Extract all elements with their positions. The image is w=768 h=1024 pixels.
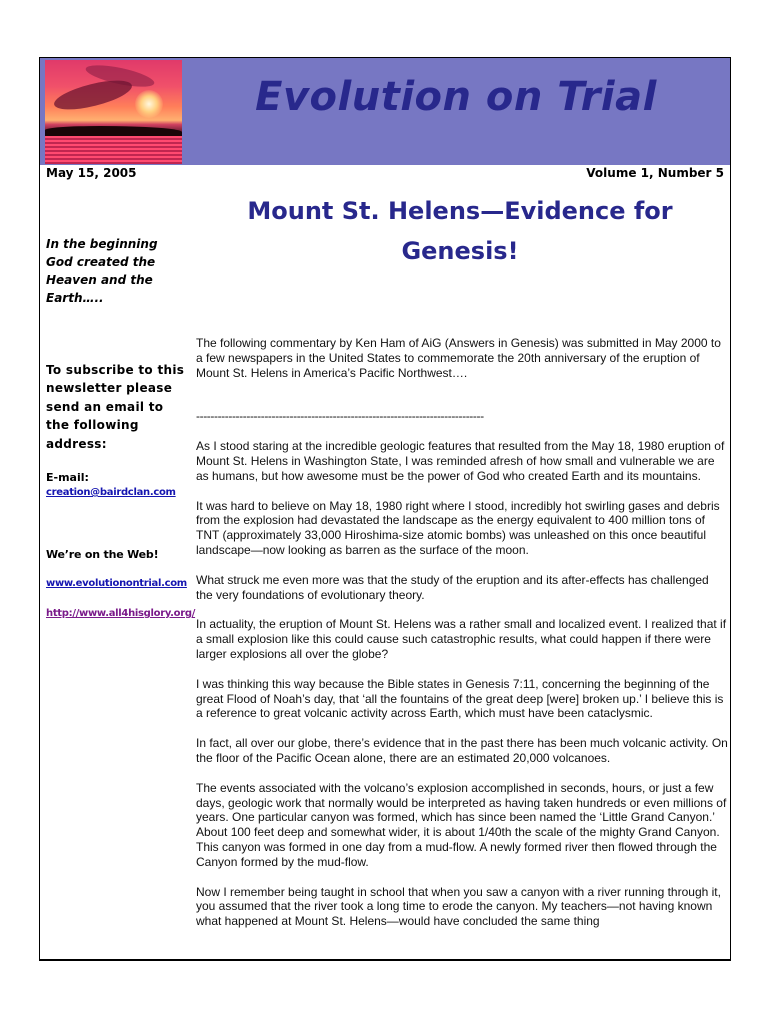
newsletter-header (40, 58, 730, 165)
water-shape (45, 136, 182, 164)
article-paragraph: In fact, all over our globe, there’s evidence that in the past there has been much volcanic activity. On the floor of the Pacific Ocean alone, there are an estimated 20,000 volcanoes. (196, 736, 728, 765)
article-divider: -------------------------------------------------------------------------------- (196, 409, 484, 424)
hills-shape (45, 126, 182, 136)
sidebar-verse: In the beginning God created the Heaven and the Earth….. (46, 237, 158, 305)
article-paragraph: What struck me even more was that the study of the eruption and its after-effects has challenged the very foundations of evolutionary theory. (196, 572, 709, 602)
article-body (196, 336, 728, 944)
newsletter-page (39, 57, 731, 961)
issue-volume: Volume 1, Number 5 (586, 166, 724, 180)
article-paragraph: Now I remember being taught in school that when you saw a canyon with a river running through it, you assumed that the river took a long time to erode the canyon. My teachers—not having known what happened at Mount St. Helens—would have concluded the same thing (196, 884, 721, 929)
email-label: E-mail: (46, 471, 89, 484)
newsletter-title: Evolution on Trial (255, 74, 657, 120)
email-link[interactable]: creation@bairdclan.com (46, 487, 176, 498)
sunset-image (45, 60, 182, 164)
cloud-shape (52, 75, 135, 116)
website-link-all4hisglory[interactable]: http://www.all4hisglory.org/ (46, 608, 196, 619)
article-paragraph: The events associated with the volcano’s explosion accomplished in seconds, hours, or just a few days, geologic work that normally would be interpreted as having taken hundreds or even millions of years. One particular canyon was formed, which has since been named the ‘Little Grand Canyon.’ About 100 feet deep and somewhat wider, it is about 1/40th the scale of the mighty Grand Canyon. This canyon was formed in one day from a mud-flow. A newly formed river then flowed through the Canyon formed by the mud-flow. (196, 780, 727, 869)
article-intro: The following commentary by Ken Ham of AiG (Answers in Genesis) was submitted in May 2000 to a few newspapers in the United States to commemorate the 20th anniversary of the eruption of Mount St. Helens in America’s Pacific Northwest…. (196, 336, 721, 380)
sidebar-subscribe-text: To subscribe to this newsletter please send an email to the following address: (46, 363, 185, 451)
web-label: We’re on the Web! (46, 548, 159, 561)
article-paragraph: It was hard to believe on May 18, 1980 right where I stood, incredibly hot swirling gases and debris from the explosion had devastated the landscape as the energy equivalent to 400 million tons of TNT (approximately 33,000 Hiroshima-size atomic bombs) was unleashed on this once beautiful landscape—now looking as barren as the surface of the moon. (196, 498, 720, 557)
sun-shape (135, 90, 163, 118)
article-paragraph: As I stood staring at the incredible geologic features that resulted from the May 18, 1980 eruption of Mount St. Helens in Washington State, I was reminded afresh of how small and vulnerable we are as humans, but how awesome must be the power of God who created Earth and its mountains. (196, 439, 725, 483)
article-title: Mount St. Helens—Evidence for Genesis! (247, 197, 673, 265)
article-paragraph: In actuality, the eruption of Mount St. Helens was a rather small and localized event. I realized that if a small explosion like this could cause such catastrophic results, what could happen if there were larger explosions all over the globe? (196, 617, 727, 661)
website-link-evolutionontrial[interactable]: www.evolutionontrial.com (46, 578, 187, 589)
issue-date: May 15, 2005 (46, 166, 137, 180)
article-paragraph: I was thinking this way because the Bible states in Genesis 7:11, concerning the beginning of the great Flood of Noah’s day, that ‘all the fountains of the great deep [were] broken up.’ I believe this is a reference to great volcanic activity across Earth, which must have been cataclysmic. (196, 676, 724, 721)
